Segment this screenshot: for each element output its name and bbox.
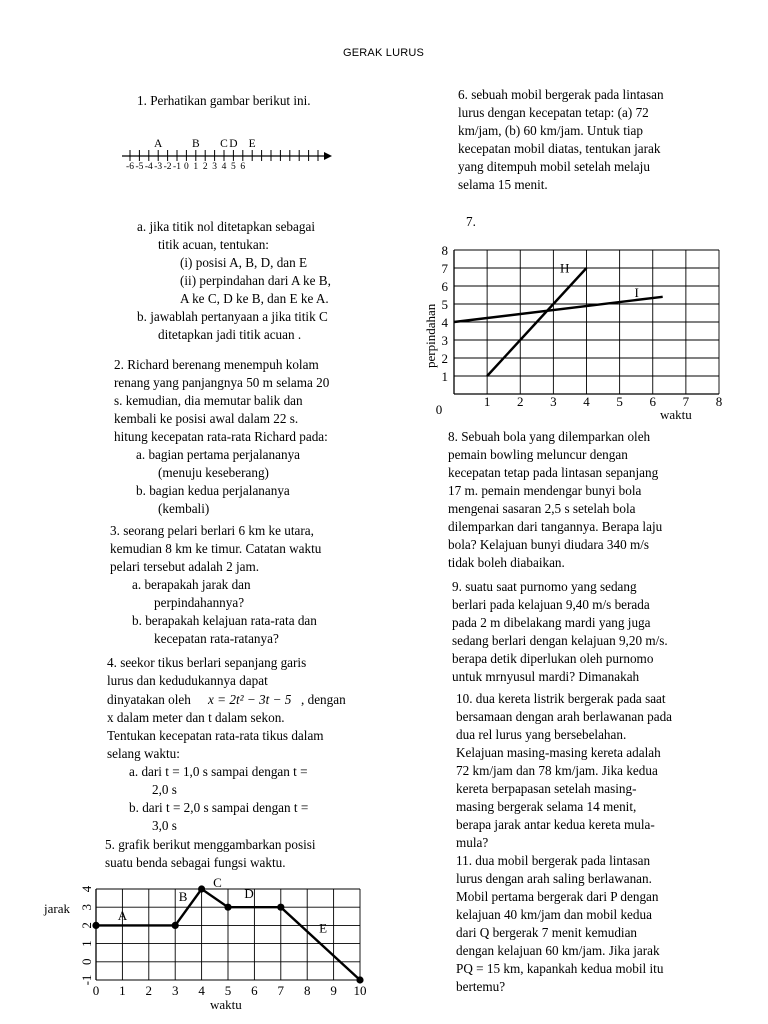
series-line-i [454,297,663,322]
q2-line: s. kemudian, dia memutar balik dan [114,393,303,408]
y-tick-label: 1 [79,940,94,947]
q2-line: 2. Richard berenang menempuh kolam [114,357,319,372]
number-line-point-a: A [154,138,163,150]
q2-line: hitung kecepatan rata-rata Richard pada: [114,429,328,444]
segment-label-c: C [213,875,222,891]
q4-line: , dengan [301,692,346,707]
q2-line: (menuju keseberang) [158,465,269,480]
number-line-point-d: D [229,138,238,150]
number-line-tick-label: -5 [135,162,144,172]
q11-line: dari Q bergerak 7 menit kemudian [456,925,638,940]
q10-line: Kelajuan masing-masing kereta adalah [456,745,661,760]
q5-line: 5. grafik berikut menggambarkan posisi [105,837,316,852]
q6-line: selama 15 menit. [458,177,548,192]
x-tick-label: 2 [145,983,153,998]
q6-line: kecepatan mobil diatas, tentukan jarak [458,141,661,156]
x-tick-label: 4 [198,983,205,998]
data-point [198,885,205,892]
number-line [118,134,338,174]
q9-line: untuk mrnyusul mardi? Dimanakah [452,669,640,684]
segment-label-a: A [117,907,128,923]
q4-formula: x = 2t² − 3t − 5 [208,692,292,707]
q6-line: km/jam, (b) 60 km/jam. Untuk tiap [458,123,643,138]
q10-line: berapa jarak antar kedua kereta mula- [456,817,655,832]
q2-line: kembali ke posisi awal dalam 22 s. [114,411,299,426]
distance-time-chart [30,872,390,1017]
q4-line: a. dari t = 1,0 s sampai dengan t = [129,764,308,779]
q10-line: bersamaan dengan arah berlawanan pada [456,709,673,724]
number-line-tick-label: -4 [144,162,153,172]
q4-line: x dalam meter dan t dalam sekon. [107,710,285,725]
y-axis-label: perpindahan [423,303,438,368]
q4-line: 2,0 s [152,782,177,797]
q9-line: berapa detik diperlukan oleh purnomo [452,651,654,666]
number-line-tick-label: 1 [193,162,199,172]
q2-line: renang yang panjangnya 50 m selama 20 [114,375,330,390]
y-tick-label: 5 [441,297,448,312]
q2-line: (kembali) [158,501,210,516]
q1-b-line2: ditetapkan jadi titik acuan . [158,327,302,342]
number-line-tick-label: -3 [154,162,163,172]
q10-line: kereta berpapasan setelah masing- [456,781,637,796]
number-line-tick-label: -1 [173,162,181,172]
x-tick-label: 5 [616,394,623,409]
data-point [172,922,179,929]
x-tick-label: 3 [550,394,557,409]
q6-line: 6. sebuah mobil bergerak pada lintasan [458,87,664,102]
q1-a-line4: (ii) perpindahan dari A ke B, [180,273,331,288]
q1-intro: 1. Perhatikan gambar berikut ini. [137,93,311,108]
q9-line: berlari pada kelajuan 9,40 m/s berada [452,597,650,612]
q6-line: yang ditempuh mobil setelah melaju [458,159,650,174]
q3-line: kecepatan rata-ratanya? [154,631,279,646]
y-tick-label: 2 [441,351,448,366]
series-label-h: H [560,260,570,276]
number-line-tick-label: 4 [221,162,227,172]
y-tick-label: -1 [79,974,94,986]
q9-line: pada 2 m dibelakang mardi yang juga [452,615,651,630]
y-tick-label: 2 [79,922,94,929]
number-line-tick-label: -6 [126,162,134,172]
q4-line: dinyatakan oleh [107,692,191,707]
data-point [277,904,284,911]
x-tick-label: 6 [251,983,258,998]
x-tick-label: 8 [715,394,723,409]
q3-line: perpindahannya? [154,595,245,610]
q5-line: suatu benda sebagai fungsi waktu. [105,855,286,870]
q11-line: kelajuan 40 km/jam dan mobil kedua [456,907,652,922]
q10-line: dua rel lurus yang bersebelahan. [456,727,627,742]
number-line-tick-label: 2 [202,162,208,172]
q1-a-line1: a. jika titik nol ditetapkan sebagai [137,219,315,234]
number-line-point-c: C [220,138,228,150]
q11-line: lurus dengan arah saling berlawanan. [456,871,652,886]
x-tick-label: 6 [649,394,656,409]
y-tick-label: 3 [79,903,94,911]
q11-line: dengan kelajuan 60 km/jam. Jika jarak [456,943,660,958]
q10-line: 10. dua kereta listrik bergerak pada saat [456,691,666,706]
q11-line: Mobil pertama bergerak dari P dengan [456,889,659,904]
displacement-time-chart [412,240,742,430]
q10-line: mula? [456,835,489,850]
q8-line: 17 m. pemain mendengar bunyi bola [448,483,642,498]
y-tick-label: 8 [441,243,448,258]
q3-line: a. berapakah jarak dan [132,577,251,592]
y-tick-label: 6 [441,279,448,294]
q8-line: kecepatan tetap pada lintasan sepanjang [448,465,659,480]
q3-line: pelari tersebut adalah 2 jam. [110,559,260,574]
q4-line: Tentukan kecepatan rata-rata tikus dalam [107,728,324,743]
number-line-point-b: B [191,138,200,150]
q4-line: lurus dan kedudukannya dapat [107,673,268,688]
q6-line: lurus dengan kecepatan tetap: (a) 72 [458,105,649,120]
q1-b-line1: b. jawablah pertanyaan a jika titik C [137,309,328,324]
x-tick-label: 4 [583,394,590,409]
q9-line: sedang berlari dengan kelajuan 9,20 m/s. [452,633,668,648]
q11-line: 11. dua mobil bergerak pada lintasan [456,853,651,868]
segment-label-b: B [178,888,188,904]
x-tick-label: 1 [119,983,126,998]
q3-line: b. berapakah kelajuan rata-rata dan [132,613,317,628]
x-tick-label: 0 [92,983,100,998]
y-tick-label: 3 [441,333,448,348]
q11-line: PQ = 15 km, kapankah kedua mobil itu [456,961,664,976]
number-line-tick-label: 5 [231,162,236,172]
q9-line: 9. suatu saat purnomo yang sedang [452,579,637,594]
x-axis-label: waktu [210,997,242,1012]
y-tick-label: 4 [79,885,94,893]
x-tick-label: 8 [303,983,311,998]
y-tick-label: 0 [79,958,94,966]
q4-line: b. dari t = 2,0 s sampai dengan t = [129,800,309,815]
q10-line: 72 km/jam dan 78 km/jam. Jika kedua [456,763,658,778]
x-tick-label: 0 [435,402,443,417]
x-axis-label: waktu [660,407,692,422]
y-tick-label: 7 [441,261,448,276]
x-tick-label: 5 [224,983,232,998]
q8-line: pemain bowling meluncur dengan [448,447,628,462]
q4-line: 3,0 s [152,818,177,833]
q2-line: a. bagian pertama perjalananya [136,447,301,462]
number-line-tick-label: 3 [212,162,217,172]
q3-line: 3. seorang pelari berlari 6 km ke utara, [110,523,314,538]
series-label-i: I [634,284,639,300]
y-tick-label: 4 [441,315,448,330]
number-line-tick-label: -2 [163,162,172,172]
x-tick-label: 7 [682,394,690,409]
y-axis-label: jarak [44,901,70,916]
q8-line: bola? Kelajuan bunyi diudara 340 m/s [448,537,650,552]
q1-a-line2: titik acuan, tentukan: [158,237,269,252]
q8-line: 8. Sebuah bola yang dilemparkan oleh [448,429,651,444]
q3-line: kemudian 8 km ke timur. Catatan waktu [110,541,322,556]
q7-number: 7. [466,214,476,229]
x-tick-label: 3 [171,983,179,998]
x-tick-label: 7 [277,983,285,998]
x-tick-label: 10 [353,983,367,998]
x-tick-label: 9 [330,983,337,998]
segment-label-e: E [319,920,328,936]
number-line-tick-label: 0 [184,162,189,172]
q11-line: bertemu? [456,979,506,994]
q10-line: masing bergerak selama 14 menit, [456,799,637,814]
q1-a-line3: (i) posisi A, B, D, dan E [180,255,308,270]
page-title: GERAK LURUS [343,47,425,59]
x-tick-label: 2 [517,394,524,409]
q8-line: mengenai sasaran 2,5 s setelah bola [448,501,636,516]
q8-line: dilemparkan dari tangannya. Berapa laju [448,519,663,534]
x-tick-label: 1 [483,394,491,409]
q4-line: 4. seekor tikus berlari sepanjang garis [107,655,307,670]
segment-label-d: D [244,886,254,902]
q4-line: selang waktu: [107,746,180,761]
number-line-point-e: E [248,138,256,150]
y-tick-label: 1 [441,369,448,384]
data-point [224,904,231,911]
q8-line: tidak boleh diabaikan. [448,555,565,570]
number-line-tick-label: 6 [240,162,246,172]
q2-line: b. bagian kedua perjalananya [136,483,290,498]
q1-a-line5: A ke C, D ke B, dan E ke A. [180,291,329,306]
